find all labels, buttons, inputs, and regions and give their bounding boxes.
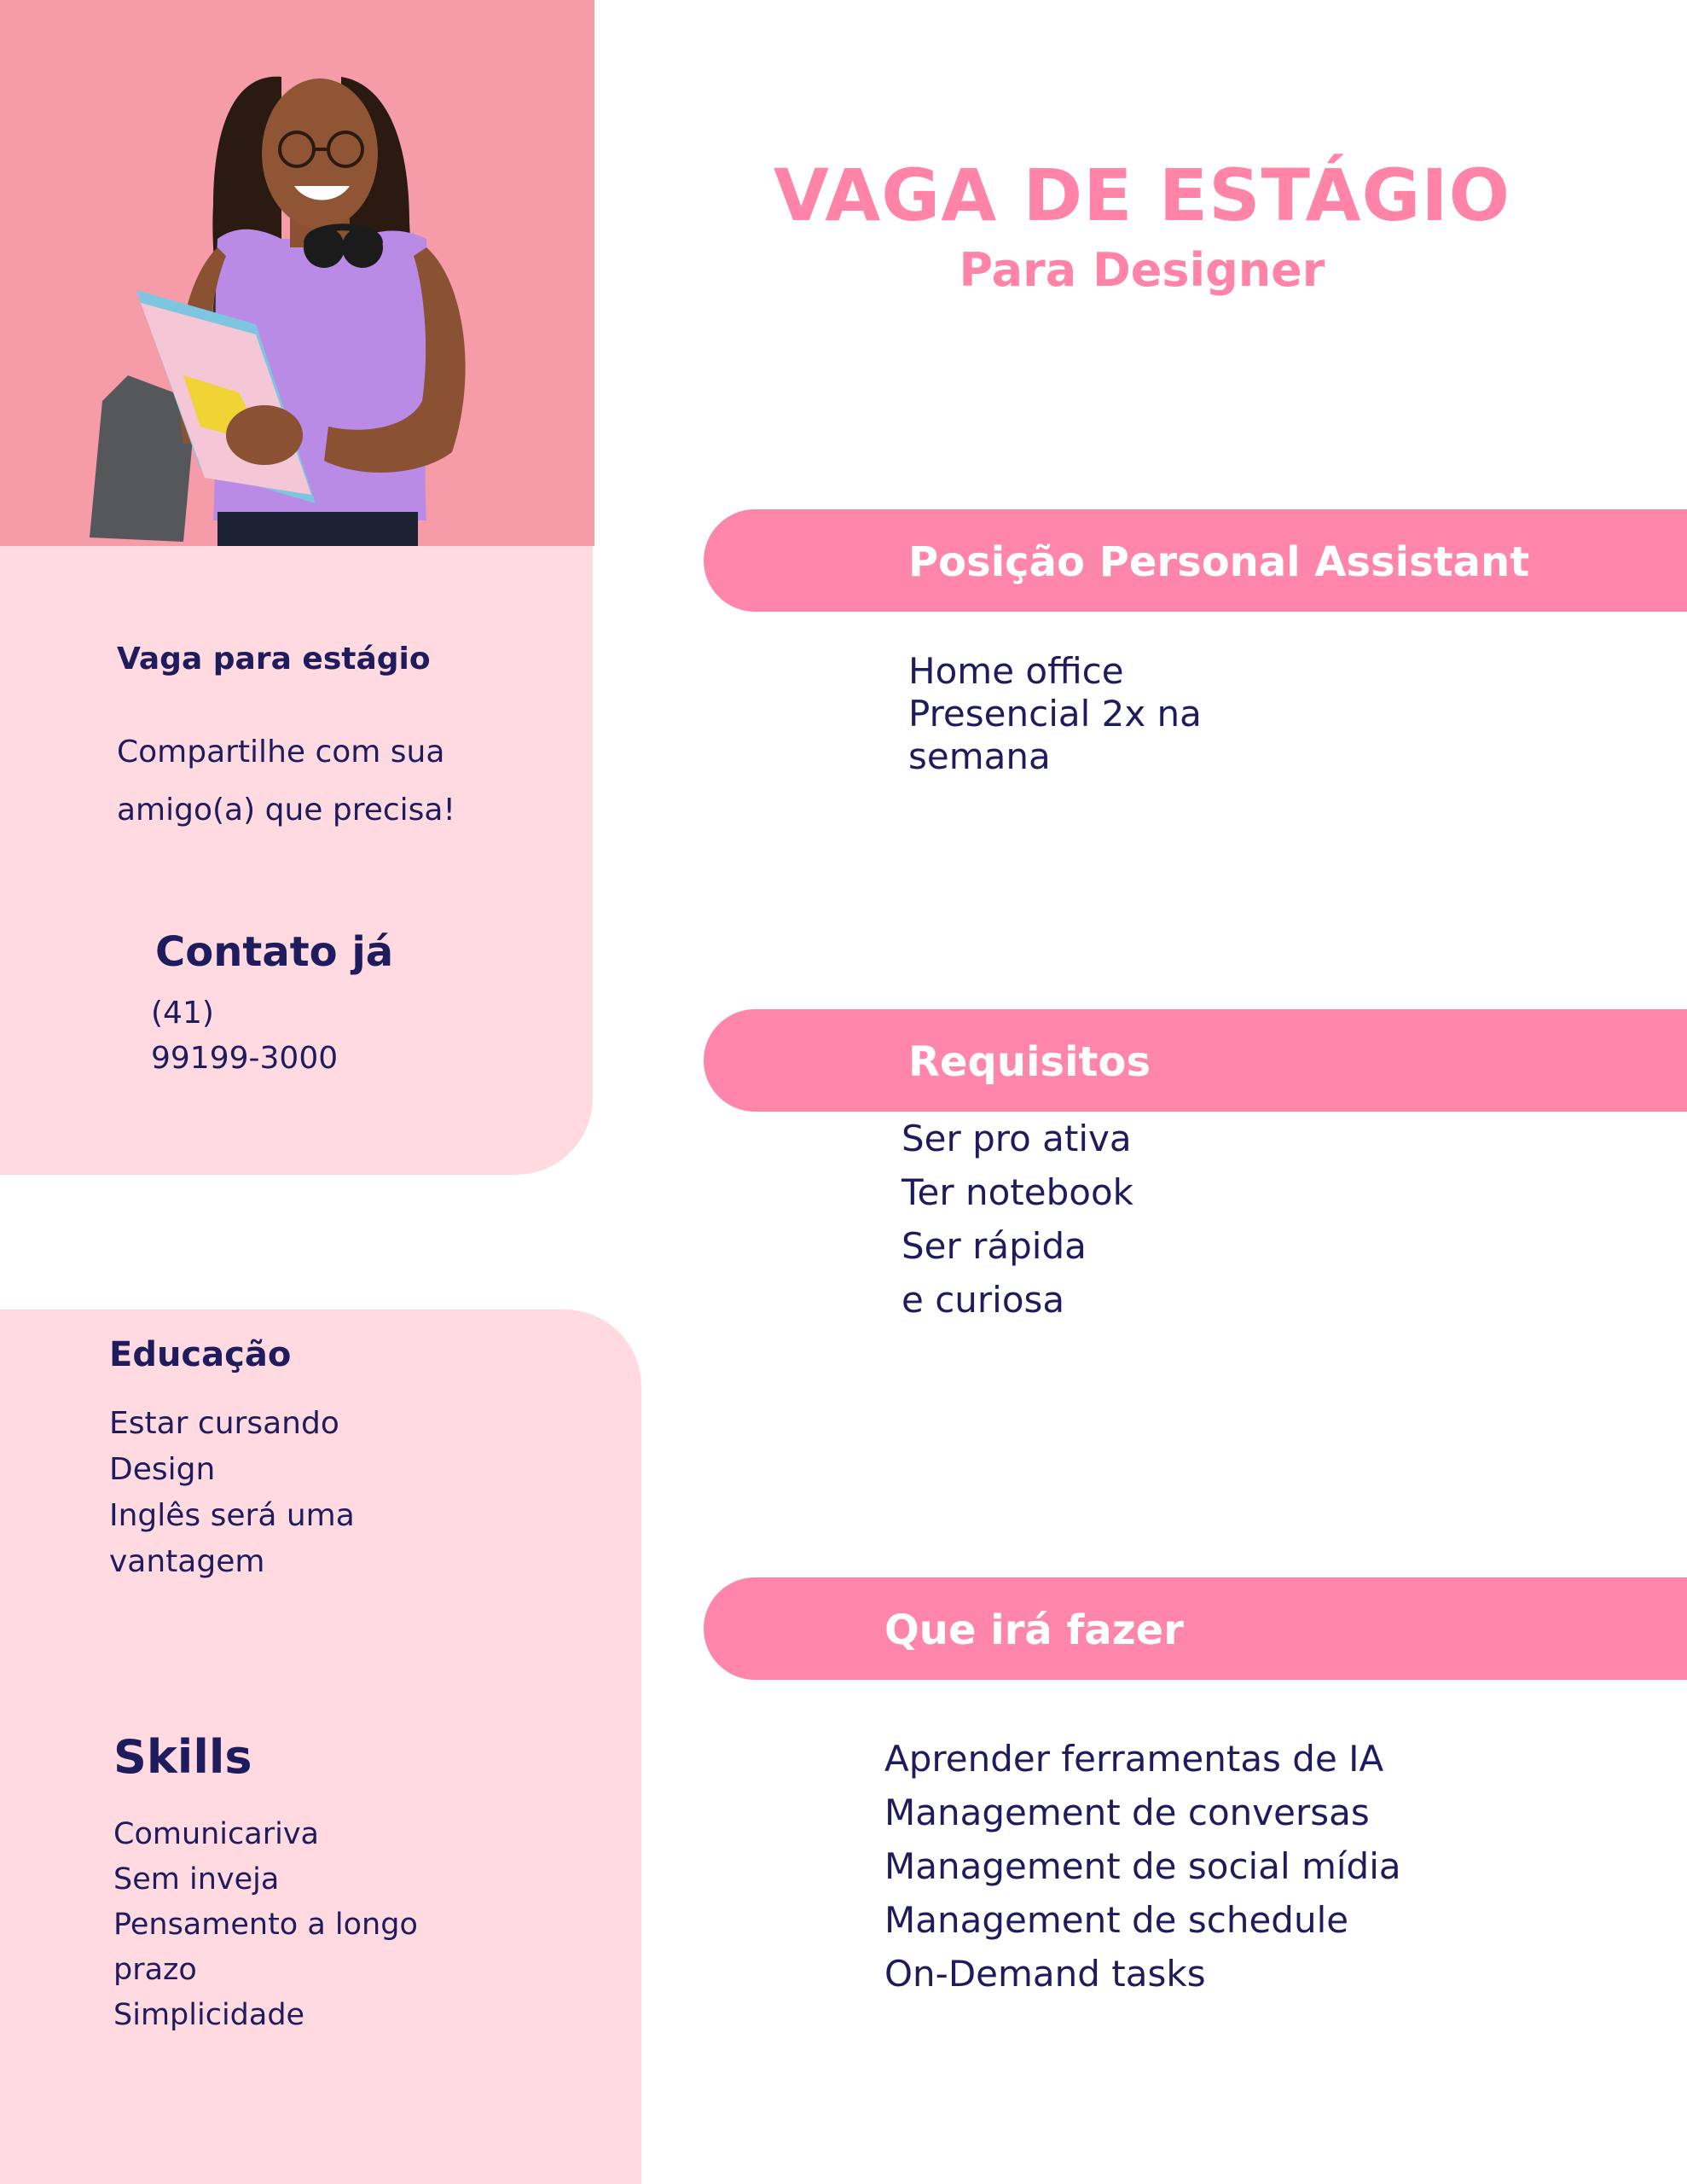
skills-text: Comunicariva Sem inveja Pensamento a longo prazo Simplicidade	[113, 1817, 418, 2032]
page-title: VAGA DE ESTÁGIO	[773, 154, 1511, 237]
position-label: Posição Personal Assistant	[908, 538, 1530, 586]
tasks-text: Aprender ferramentas de IA Management de conversas Management de social mídia Management de schedule On-Demand tasks	[884, 1738, 1401, 1995]
tasks-bar	[704, 1577, 1687, 1680]
page-subtitle: Para Designer	[959, 243, 1325, 297]
student-illustration	[0, 0, 594, 546]
education-text: Estar cursando Design Inglês será uma vantagem	[109, 1406, 355, 1579]
tasks-label: Que irá fazer	[884, 1606, 1184, 1654]
requirements-label: Requisitos	[908, 1038, 1151, 1086]
position-text: Home office Presencial 2x na semana	[908, 650, 1202, 777]
position-bar	[704, 509, 1687, 612]
share-text: Compartilhe com sua amigo(a) que precisa!	[117, 735, 455, 828]
vaga-heading: Vaga para estágio	[117, 642, 431, 677]
skills-heading: Skills	[113, 1730, 252, 1784]
profile-photo	[0, 0, 594, 546]
contact-heading: Contato já	[155, 928, 394, 976]
contact-phone: (41) 99199-3000	[151, 996, 339, 1076]
education-heading: Educação	[109, 1335, 292, 1374]
requirements-text: Ser pro ativa Ter notebook Ser rápida e curiosa	[901, 1118, 1133, 1321]
requirements-bar	[704, 1009, 1687, 1112]
